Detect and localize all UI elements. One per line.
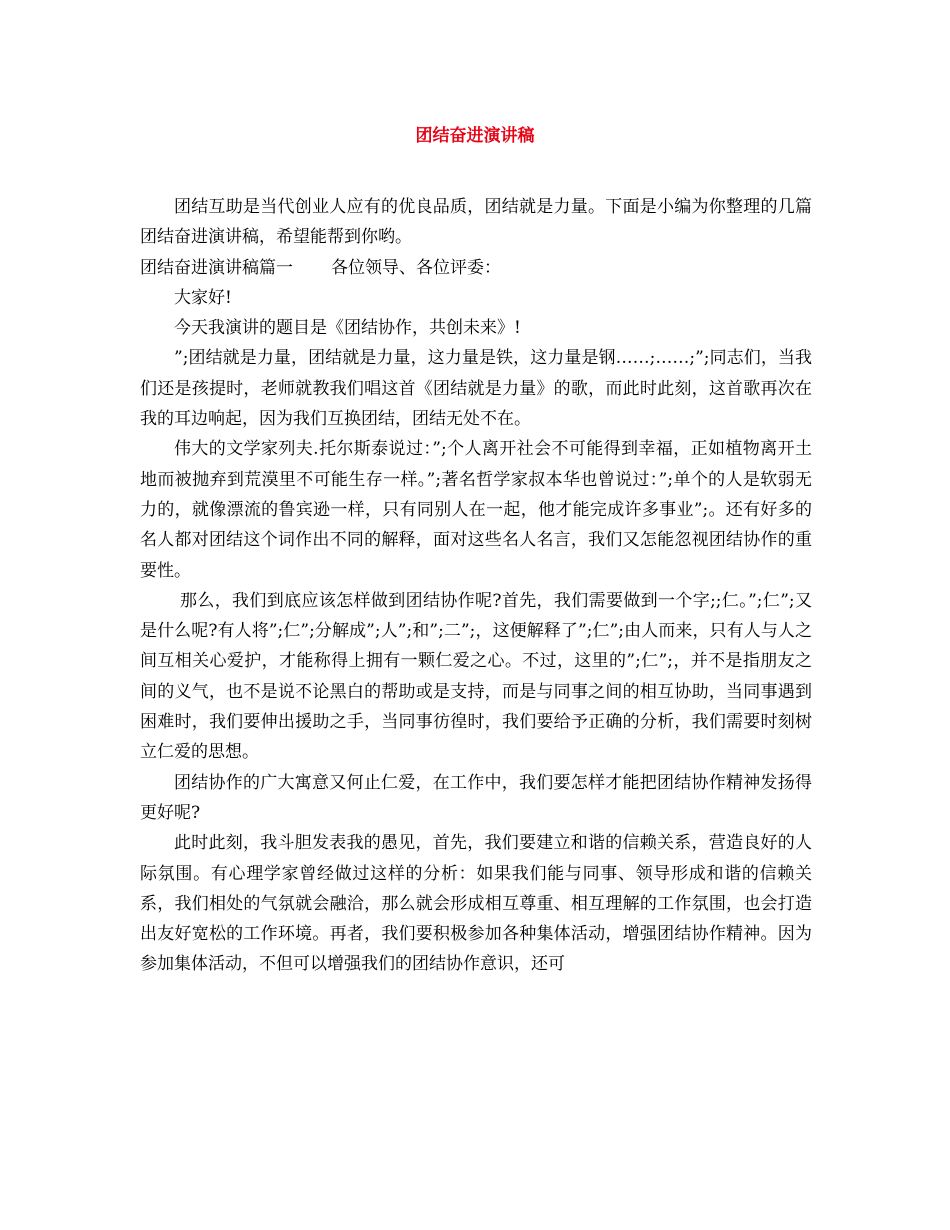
document-title: 团结奋进演讲稿 [415, 126, 535, 146]
body-paragraph-2: 伟大的文学家列夫.托尔斯泰说过：”;个人离开社会不可能得到幸福，正如植物离开土地而被抛弃到荒漠里不可能生存一样。”;著名哲学家叔本华也曾说过：”;单个的人是软弱无力的，就像漂流的鲁宾逊一样，只有同别人在一起，他才能完成许多事业”;。还有好多的名人都对团结这个词作出不同的解释，面对这些名人名言，我们又怎能忽视团结协作的重要性。 [140, 439, 812, 581]
salutation: 各位领导、各位评委： [331, 257, 501, 278]
greeting-paragraph: 大家好! [174, 287, 232, 308]
topic-paragraph: 今天我演讲的题目是《团结协作，共创未来》! [174, 318, 521, 339]
section-heading-line [140, 253, 812, 283]
section-heading: 团结奋进演讲稿篇一 [140, 257, 293, 278]
body-paragraph-3: 那么，我们到底应该怎样做到团结协作呢?首先，我们需要做到一个字;;仁。”;仁”;又是什么呢?有人将”;仁”;分解成”;人”;和”;二”;，这便解释了”;仁”;由人而来，只有人与人之间互相关心爱护，才能称得上拥有一颗仁爱之心。不过，这里的”;仁”;，并不是指朋友之间的义气，也不是说不论黑白的帮助或是支持，而是与同事之间的相互协助，当同事遇到困难时，我们要伸出援助之手，当同事彷徨时，我们要给予正确的分析，我们需要时刻树立仁爱的思想。 [140, 590, 812, 763]
body-paragraph-1: ”;团结就是力量，团结就是力量，这力量是铁，这力量是钢……;……;”;同志们，当我们还是孩提时，老师就教我们唱这首《团结就是力量》的歌，而此时此刻，这首歌再次在我的耳边响起，因为我们互换团结，团结无处不在。 [140, 348, 812, 430]
intro-paragraph: 团结互助是当代创业人应有的优良品质，团结就是力量。下面是小编为你整理的几篇团结奋进演讲稿，希望能帮到你哟。 [140, 197, 812, 248]
body-paragraph-4: 团结协作的广大寓意又何止仁爱，在工作中，我们要怎样才能把团结协作精神发扬得更好呢? [140, 772, 812, 823]
body-paragraph-5: 此时此刻，我斗胆发表我的愚见，首先，我们要建立和谐的信赖关系，营造良好的人际氛围。有心理学家曾经做过这样的分析：如果我们能与同事、领导形成和谐的信赖关系，我们相处的气氛就会融洽，那么就会形成相互尊重、相互理解的工作氛围，也会打造出友好宽松的工作环境。再者，我们要积极参加各种集体活动，增强团结协作精神。因为参加集体活动，不但可以增强我们的团结协作意识，还可 [140, 833, 812, 975]
document-body [140, 192, 812, 980]
